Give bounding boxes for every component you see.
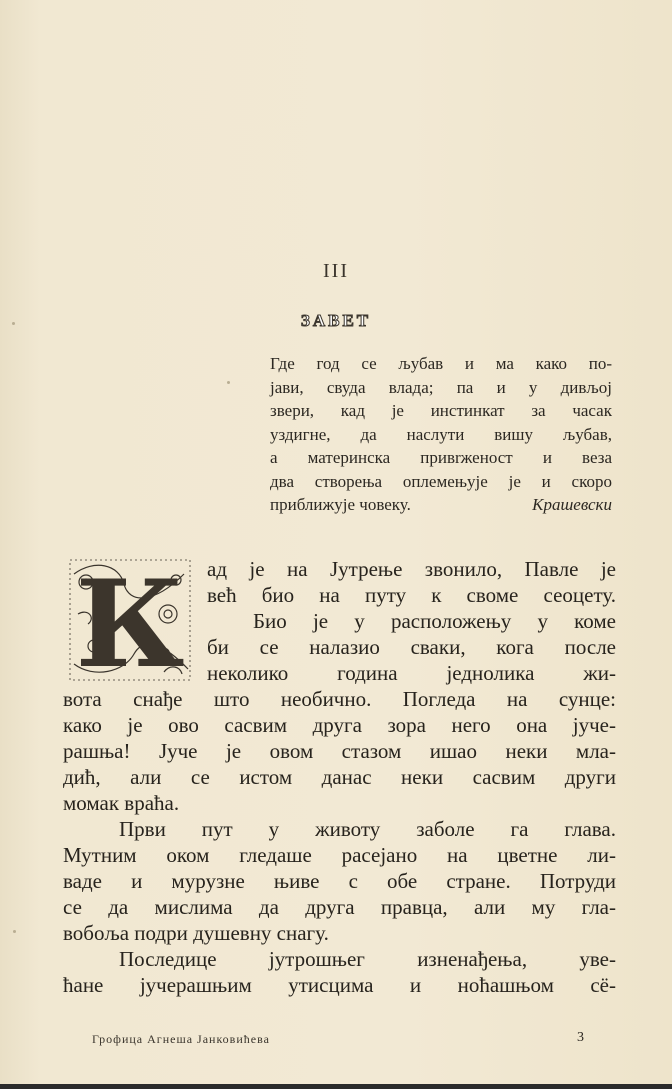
- text-line: Мутним оком гледаше расејано на цветне ли-: [63, 843, 616, 867]
- text-line: Био је у расположењу у коме: [253, 609, 616, 633]
- epigraph-line: Где год се љубав и ма како по-: [270, 354, 612, 373]
- body-text: [63, 556, 616, 998]
- text-line: Последице јутрошњег изненађења, уве-: [119, 947, 616, 971]
- epigraph-line: а материнска привrженост и веза: [270, 448, 612, 467]
- text-line: вота снађе што необично. Погледа на сунце:: [63, 687, 616, 711]
- text-line: ад је на Јутрење звонило, Павле је: [207, 557, 616, 581]
- scan-edge: [0, 1084, 672, 1089]
- text-line: дић, али се истом данас неки сасвим други: [63, 765, 616, 789]
- text-line: рашња! Јуче је овом стазом ишао неки мла-: [63, 739, 616, 763]
- epigraph-line: јави, свуда влада; па и у дивљој: [270, 377, 612, 397]
- page-number: 3: [577, 1030, 584, 1045]
- text-line: би се налазио сваки, кога после: [207, 635, 616, 659]
- text-line: већ био на путу к своме сеоцету.: [207, 583, 616, 607]
- paper-speck: [227, 381, 230, 384]
- epigraph-line: два створења оплемењује је и скоро: [270, 471, 612, 491]
- text-line: ћане јучерашњим утисцима и ноћашњом сё-: [63, 973, 616, 997]
- text-line: ваде и мурузне њиве с обе стране. Потруди: [63, 869, 616, 893]
- text-line: како је ово сасвим друга зора него она јуче-: [63, 713, 616, 737]
- text-line: момак враћа.: [63, 791, 180, 815]
- text-line: се да мислима да друга правца, али му гла-: [63, 895, 616, 919]
- epigraph-line: уздигне, да наслути вишу љубав,: [270, 424, 612, 444]
- footer-signature: Грофица Агнеша Јанковићева: [92, 1032, 270, 1046]
- text-line: неколико година једнолика жи-: [207, 661, 616, 685]
- text-line: вобоља подри душевну снагу.: [63, 921, 329, 945]
- chapter-number: III: [323, 260, 349, 282]
- epigraph: [270, 352, 612, 517]
- epigraph-author: Крашевски: [532, 495, 612, 514]
- text-line: Први пут у животу заболе га глава.: [119, 817, 616, 841]
- epigraph-line: приближује човеку.: [270, 495, 411, 514]
- epigraph-last-line: [270, 493, 612, 517]
- epigraph-line: звери, кад је инстинкат за часак: [270, 401, 612, 420]
- paper-speck: [13, 930, 16, 933]
- drop-initial-letter: К: [75, 554, 185, 686]
- chapter-title: ЗАВЕТ: [300, 311, 372, 330]
